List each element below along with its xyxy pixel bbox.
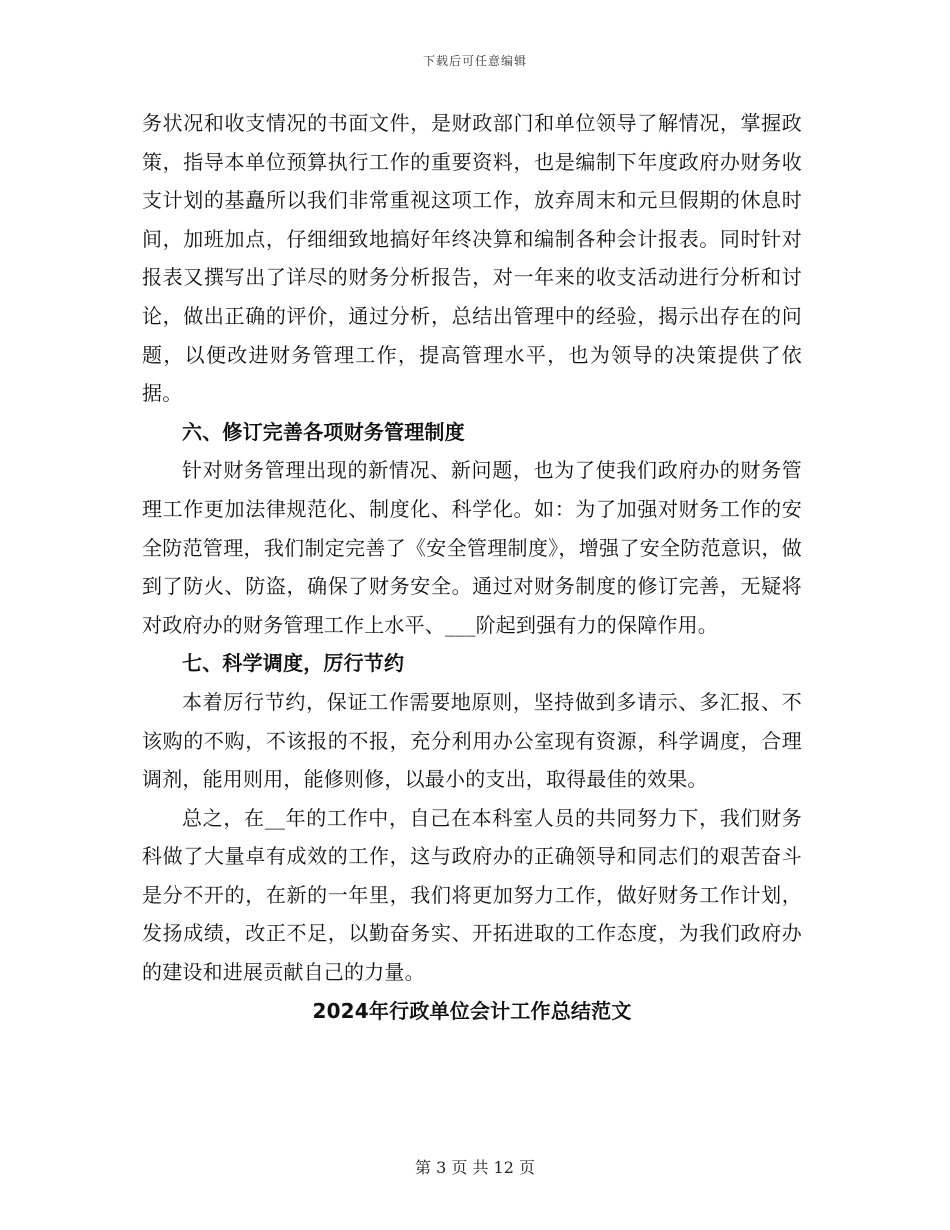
section-heading-7: 七、科学调度，厉行节约 — [182, 651, 405, 676]
paragraph-summary: 总之，在__年的工作中，自己在本科室人员的共同努力下，我们财务科做了大量卓有成效的工作，这与政府办的正确领导和同志们的艰苦奋斗是分不开的，在新的一年里，我们将更加努力工作，做好财务工作计划，发扬成绩，改正不足，以勤奋务实、开拓进取的工作态度，为我们政府办的建设和进展贡献自己的力量。 — [142, 805, 802, 985]
paragraph-regulations: 针对财务管理出现的新情况、新问题，也为了使我们政府办的财务管理工作更加法律规范化、制度化、科学化。如：为了加强对财务工作的安全防范管理，我们制定完善了《安全管理制度》，增强了安全防范意识，做到了防火、防盗，确保了财务安全。通过对财务制度的修订完善，无疑将对政府办的财务管理工作上水平、___阶起到强有力的保障作用。 — [142, 458, 802, 637]
page-number-footer: 第 3 页 共 12 页 — [415, 1158, 535, 1177]
document-body — [142, 104, 802, 1030]
page-header: 下载后可任意编辑 — [422, 54, 527, 68]
paragraph-economy: 本着厉行节约，保证工作需要地原则，坚持做到多请示、多汇报、不该购的不购，不该报的不报，充分利用办公室现有资源，科学调度，合理调剂，能用则用，能修则修，以最小的支出，取得最佳的效果。 — [142, 689, 802, 792]
next-document-title: 2024年行政单位会计工作总结范文 — [312, 998, 632, 1023]
section-heading-6: 六、修订完善各项财务管理制度 — [182, 419, 465, 444]
paragraph-continued: 务状况和收支情况的书面文件，是财政部门和单位领导了解情况，掌握政策，指导本单位预算执行工作的重要资料，也是编制下年度政府办财务收支计划的基矗所以我们非常重视这项工作，放弃周末和元旦假期的休息时间，加班加点，仔细细致地搞好年终决算和编制各种会计报表。同时针对报表又撰写出了详尽的财务分析报告，对一年来的收支活动进行分析和讨论，做出正确的评价，通过分析，总结出管理中的经验，揭示出存在的问题，以便改进财务管理工作，提高管理水平，也为领导的决策提供了依据。 — [142, 111, 802, 406]
